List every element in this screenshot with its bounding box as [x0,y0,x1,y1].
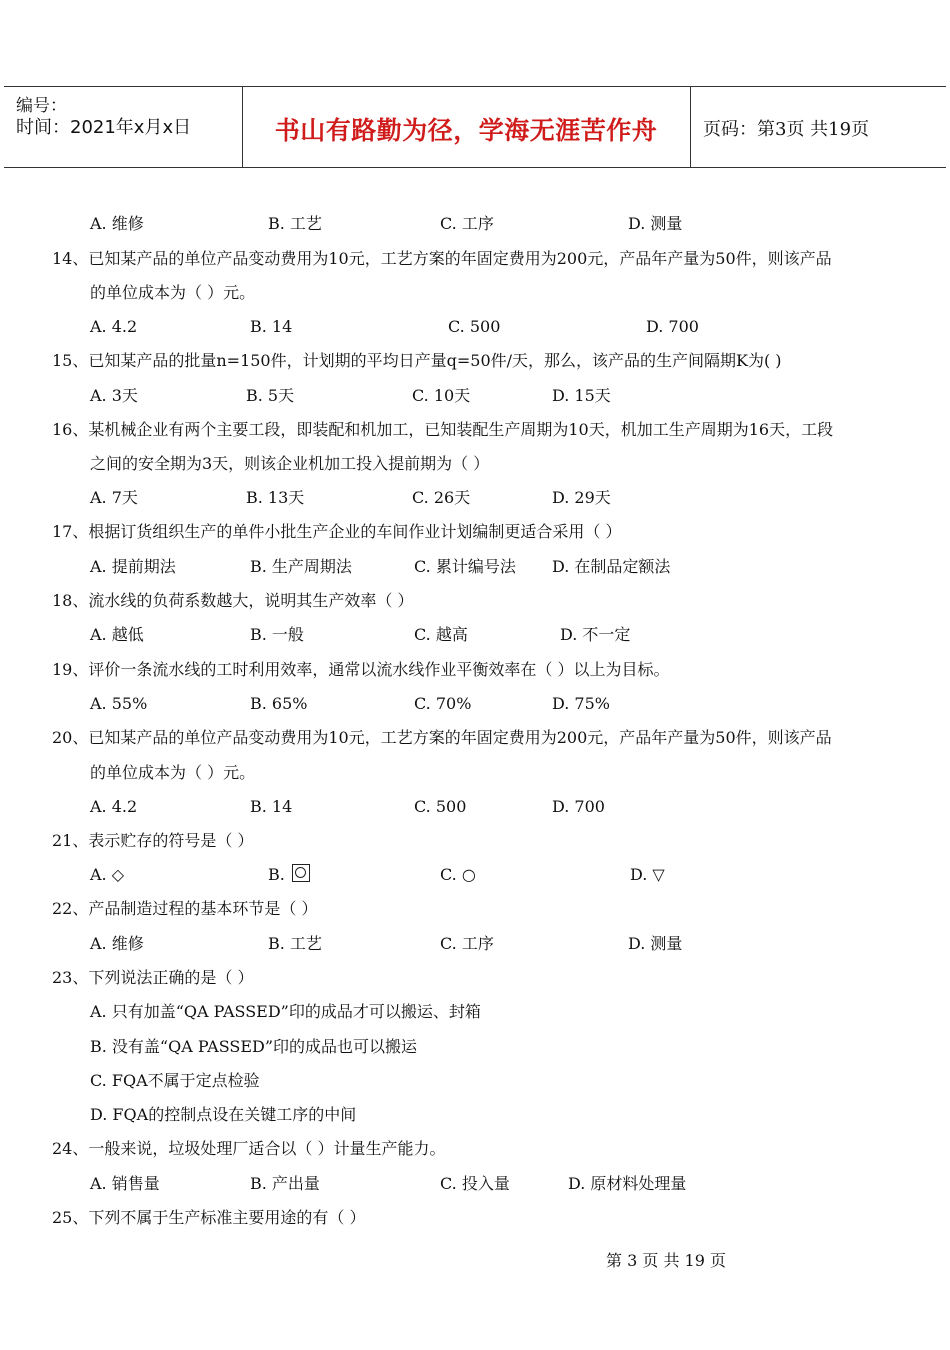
q22-option-d: D. 测量 [628,934,683,953]
q24-option-d: D. 原材料处理量 [568,1174,687,1193]
q18-option-c: C. 越高 [414,625,468,644]
q19-text: 19、评价一条流水线的工时利用效率，通常以流水线作业平衡效率在（ ）以上为目标。 [52,660,670,679]
q17-option-c: C. 累计编号法 [414,557,516,576]
boxed-circle-icon [292,864,310,882]
q24-option-c: C. 投入量 [440,1174,510,1193]
q14-option-b: B. 14 [250,317,293,336]
q23-text: 23、下列说法正确的是（ ） [52,968,254,987]
q21-option-a: A. ◇ [90,865,125,884]
q21-text: 21、表示贮存的符号是（ ） [52,831,254,850]
q20-option-a: A. 4.2 [90,797,138,816]
q17-text: 17、根据订货组织生产的单件小批生产企业的车间作业计划编制更适合采用（ ） [52,522,622,541]
q18-option-d: D. 不一定 [560,625,631,644]
q14-option-a: A. 4.2 [90,317,138,336]
q16-option-d: D. 29天 [552,488,611,507]
q13-option-c: C. 工序 [440,214,494,233]
q18-option-a: A. 越低 [90,625,144,644]
q23-option-c: C. FQA不属于定点检验 [90,1071,260,1090]
q16-text-cont: 之间的安全期为3天，则该企业机加工投入提前期为（ ） [90,454,490,473]
q14-text-cont: 的单位成本为（ ）元。 [90,283,256,302]
q18-option-b: B. 一般 [250,625,304,644]
q23-option-b: B. 没有盖“QA PASSED”印的成品也可以搬运 [90,1037,418,1056]
q14-option-d: D. 700 [646,317,699,336]
document-number-label: 编号： [16,96,67,116]
q23-option-d: D. FQA的控制点设在关键工序的中间 [90,1105,357,1124]
q20-text: 20、已知某产品的单位产品变动费用为10元，工艺方案的年固定费用为200元，产品年产量为50件，则该产品 [52,728,832,747]
q16-option-b: B. 13天 [246,488,305,507]
q25-text: 25、下列不属于生产标准主要用途的有（ ） [52,1208,366,1227]
q15-option-b: B. 5天 [246,386,295,405]
q20-option-d: D. 700 [552,797,605,816]
q17-option-a: A. 提前期法 [90,557,176,576]
page-footer: 第 3 页 共 19 页 [606,1251,726,1270]
q16-option-a: A. 7天 [90,488,138,507]
q13-option-b: B. 工艺 [268,214,322,233]
q22-option-c: C. 工序 [440,934,494,953]
page-header [4,86,946,168]
q15-option-a: A. 3天 [90,386,138,405]
q13-option-a: A. 维修 [90,214,144,233]
q20-text-cont: 的单位成本为（ ）元。 [90,763,256,782]
header-right-cell [690,87,947,167]
header-motto: 书山有路勤为径，学海无涯苦作舟 [274,116,658,145]
header-page-label: 页码：第3页 共19页 [703,119,870,140]
q20-option-b: B. 14 [250,797,293,816]
q24-option-a: A. 销售量 [90,1174,160,1193]
q15-option-c: C. 10天 [412,386,471,405]
q17-option-d: D. 在制品定额法 [552,557,671,576]
header-left-cell [4,87,243,167]
q18-text: 18、流水线的负荷系数越大，说明其生产效率（ ） [52,591,414,610]
q21-option-b [268,864,310,886]
q17-option-b: B. 生产周期法 [250,557,352,576]
q14-text: 14、已知某产品的单位产品变动费用为10元，工艺方案的年固定费用为200元，产品年产量为50件，则该产品 [52,249,832,268]
q16-option-c: C. 26天 [412,488,471,507]
q15-text: 15、已知某产品的批量n=150件，计划期的平均日产量q=50件/天，那么，该产品的生产间隔期K为( ) [52,351,782,370]
document-time-label: 时间：2021年x月x日 [16,117,192,138]
q19-option-a: A. 55% [90,694,148,713]
q20-option-c: C. 500 [414,797,467,816]
q22-option-b: B. 工艺 [268,934,322,953]
q16-text: 16、某机械企业有两个主要工段，即装配和机加工，已知装配生产周期为10天，机加工生产周期为16天，工段 [52,420,834,439]
q22-option-a: A. 维修 [90,934,144,953]
q21-option-b-label: B. [268,865,285,884]
q14-option-c: C. 500 [448,317,501,336]
q24-text: 24、一般来说，垃圾处理厂适合以（ ）计量生产能力。 [52,1139,446,1158]
q19-option-c: C. 70% [414,694,472,713]
q21-option-c: C. ○ [440,865,476,884]
q24-option-b: B. 产出量 [250,1174,320,1193]
q19-option-b: B. 65% [250,694,308,713]
q21-option-d: D. ▽ [630,865,665,884]
q23-option-a: A. 只有加盖“QA PASSED”印的成品才可以搬运、封箱 [90,1002,481,1021]
q22-text: 22、产品制造过程的基本环节是（ ） [52,899,318,918]
q13-option-d: D. 测量 [628,214,683,233]
q15-option-d: D. 15天 [552,386,611,405]
q19-option-d: D. 75% [552,694,610,713]
